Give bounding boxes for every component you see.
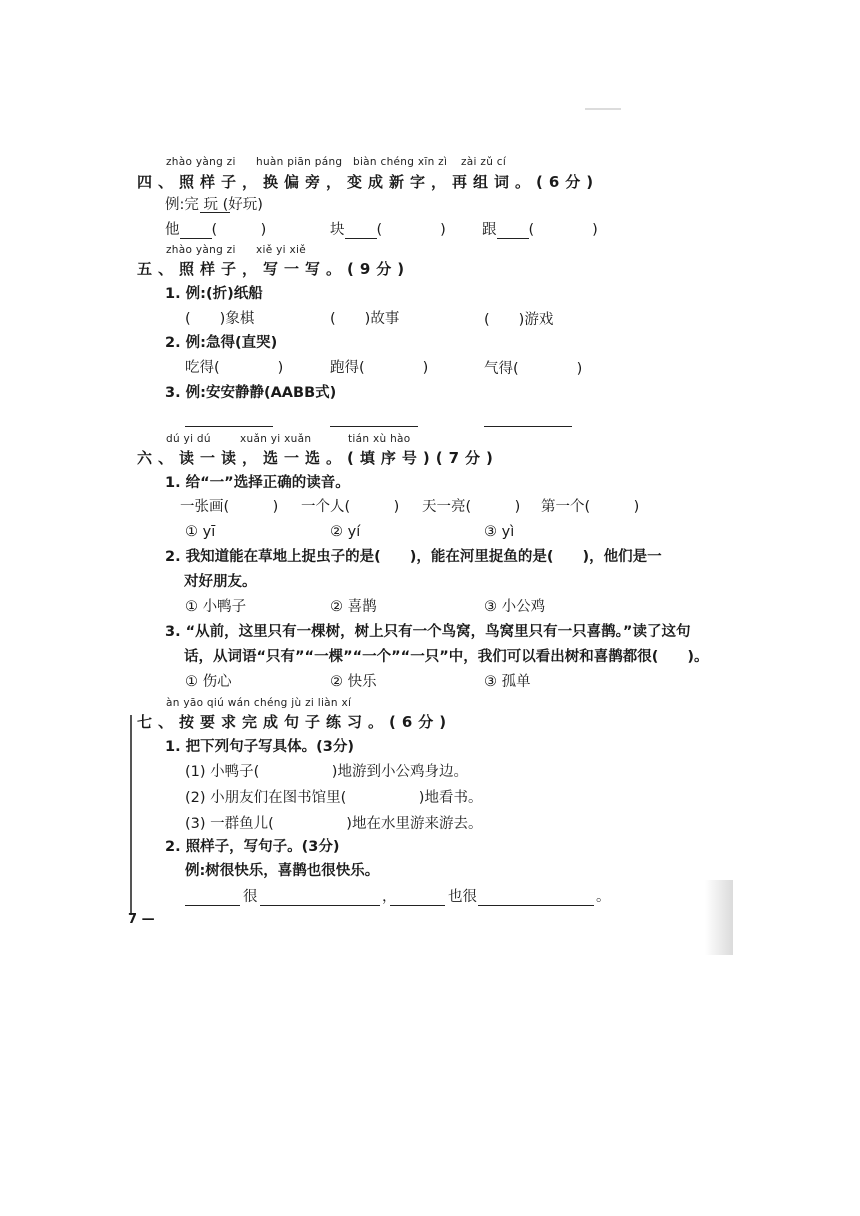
sec4-item-gen bbox=[482, 221, 598, 239]
sec5-q2-text: 吃得( bbox=[185, 360, 220, 376]
fill-paren[interactable]: ( ) bbox=[528, 222, 598, 238]
sec5-q1-text: )游戏 bbox=[518, 312, 554, 328]
sec5-q1-text: )象棋 bbox=[219, 311, 255, 327]
sec5-q1-item[interactable]: ( )故事 bbox=[330, 311, 400, 327]
answer-line[interactable] bbox=[330, 426, 418, 427]
sec6-q3-line2: 话，从词语“只有”“一棵”“一个”“一只”中，我们可以看出树和喜鹊都很( )。 bbox=[184, 649, 709, 665]
fill-text: ， bbox=[382, 889, 397, 905]
fill-text: 很 bbox=[243, 889, 258, 905]
sec6-q3-option: ② 快乐 bbox=[330, 674, 377, 690]
sec6-q1-option: ① yī bbox=[185, 524, 216, 540]
section-5-heading: 五、照样子，写一写。(9分) bbox=[137, 260, 411, 278]
scan-artifact bbox=[585, 108, 621, 110]
sec4-item-char: 他 bbox=[165, 222, 180, 238]
pinyin-xieyixie: xiě yi xiě bbox=[256, 244, 306, 256]
sec6-q1: 1. 给“一”选择正确的读音。 bbox=[165, 475, 350, 491]
sec6-q1-item[interactable]: 一个人( ) bbox=[301, 499, 400, 515]
sec5-q2-text: 跑得( bbox=[330, 360, 365, 376]
sec6-q3-line1: 3. “从前，这里只有一棵树，树上只有一个鸟窝，鸟窝里只有一只喜鹊。”读了这句 bbox=[165, 624, 691, 640]
fill-paren[interactable]: ( ) bbox=[376, 222, 446, 238]
sec4-item-ta bbox=[165, 221, 266, 239]
pinyin-anyaoqiu: àn yāo qiú wán chéng jù zi liàn xí bbox=[166, 697, 352, 709]
sec6-q2-line1: 2. 我知道能在草地上捉虫子的是( )，能在河里捉鱼的是( )，他们是一 bbox=[165, 549, 662, 565]
sec6-q1-item[interactable]: 天一亮( ) bbox=[422, 499, 521, 515]
sec4-example: 例:完 玩 (好玩) bbox=[165, 197, 263, 213]
sec6-q1-text: 一张画( bbox=[180, 499, 230, 515]
sec6-q2-line2: 对好朋友。 bbox=[184, 574, 257, 590]
answer-line[interactable] bbox=[185, 426, 273, 427]
pinyin-xuanyixuan: xuǎn yi xuǎn bbox=[240, 433, 312, 445]
sec6-q3-option: ③ 孤单 bbox=[484, 674, 531, 690]
sec4-item-char: 块 bbox=[330, 222, 345, 238]
sec5-q2-item[interactable]: 气得( ) bbox=[484, 361, 583, 377]
example-underline bbox=[200, 196, 230, 213]
sec5-q1-item[interactable]: ( )象棋 bbox=[185, 311, 255, 327]
sec5-q2-item[interactable]: 跑得( ) bbox=[330, 360, 429, 376]
sec6-q1-item[interactable]: 一张画( ) bbox=[180, 499, 279, 515]
fill-line[interactable] bbox=[497, 222, 529, 239]
sec6-q2-option: ② 喜鹊 bbox=[330, 599, 377, 615]
pinyin-zhaoyangzi: zhào yàng zi bbox=[166, 156, 236, 168]
sec5-q1-example: 1. 例:(折)纸船 bbox=[165, 286, 263, 302]
section-6-heading: 六、读一读，选一选。(填序号)(7分) bbox=[137, 449, 499, 467]
sec6-q1-text: 天一亮( bbox=[422, 499, 472, 515]
sec5-q1-text: )故事 bbox=[364, 311, 400, 327]
sec6-q1-option: ③ yì bbox=[484, 524, 515, 540]
sec5-q2-item[interactable]: 吃得( ) bbox=[185, 360, 284, 376]
sec7-q1-item[interactable]: (3) 一群鱼儿( )地在水里游来游去。 bbox=[185, 816, 483, 832]
section-7-heading: 七、按要求完成句子练习。(6分) bbox=[137, 713, 453, 731]
fill-line[interactable] bbox=[345, 222, 377, 239]
binding-rule bbox=[130, 715, 132, 915]
sec6-q1-option: ② yí bbox=[330, 524, 361, 540]
sec7-q1: 1. 把下列句子写具体。(3分) bbox=[165, 739, 354, 755]
sec4-item-kuai bbox=[330, 221, 446, 239]
sec6-q1-text: 第一个( bbox=[541, 499, 591, 515]
sec7-q1-item[interactable]: (2) 小朋友们在图书馆里( )地看书。 bbox=[185, 790, 483, 806]
fill-line[interactable] bbox=[180, 222, 212, 239]
sec6-q3-option: ① 伤心 bbox=[185, 674, 232, 690]
pinyin-bianchengxinzi: biàn chéng xīn zì bbox=[353, 156, 448, 168]
sec6-q2-option: ③ 小公鸡 bbox=[484, 599, 546, 615]
sec6-q2-option: ① 小鸭子 bbox=[185, 599, 247, 615]
answer-line[interactable] bbox=[260, 905, 380, 906]
fill-paren[interactable]: ( ) bbox=[211, 222, 267, 238]
sec7-q2-example: 例:树很快乐，喜鹊也很快乐。 bbox=[185, 863, 380, 879]
fill-text: 也很 bbox=[448, 889, 477, 905]
pinyin-zhaoyangzi: zhào yàng zi bbox=[166, 244, 236, 256]
fill-text: 。 bbox=[596, 889, 611, 905]
page-number: 7 — bbox=[128, 912, 155, 927]
pinyin-tianxuhao: tián xù hào bbox=[348, 433, 411, 445]
sec6-q1-text: 一个人( bbox=[301, 499, 351, 515]
sec5-q3-example: 3. 例:安安静静(AABB式) bbox=[165, 385, 337, 401]
sec6-q1-item[interactable]: 第一个( ) bbox=[541, 499, 640, 515]
pinyin-huanpianpang: huàn piān páng bbox=[256, 156, 343, 168]
section-4-heading: 四、照样子，换偏旁，变成新字，再组词。(6分) bbox=[137, 173, 600, 191]
scan-shadow bbox=[705, 880, 733, 955]
answer-line[interactable] bbox=[484, 426, 572, 427]
pinyin-zaizuci: zài zǔ cí bbox=[461, 156, 507, 168]
answer-line[interactable] bbox=[478, 905, 594, 906]
pinyin-duyidu: dú yi dú bbox=[166, 433, 211, 445]
sec5-q1-item[interactable]: ( )游戏 bbox=[484, 312, 554, 328]
sec7-q2: 2. 照样子，写句子。(3分) bbox=[165, 839, 340, 855]
answer-line[interactable] bbox=[185, 905, 240, 906]
answer-line[interactable] bbox=[390, 905, 445, 906]
sec4-item-char: 跟 bbox=[482, 222, 497, 238]
sec7-q1-item[interactable]: (1) 小鸭子( )地游到小公鸡身边。 bbox=[185, 764, 468, 780]
sec5-q2-example: 2. 例:急得(直哭) bbox=[165, 335, 278, 351]
sec5-q2-text: 气得( bbox=[484, 361, 519, 377]
